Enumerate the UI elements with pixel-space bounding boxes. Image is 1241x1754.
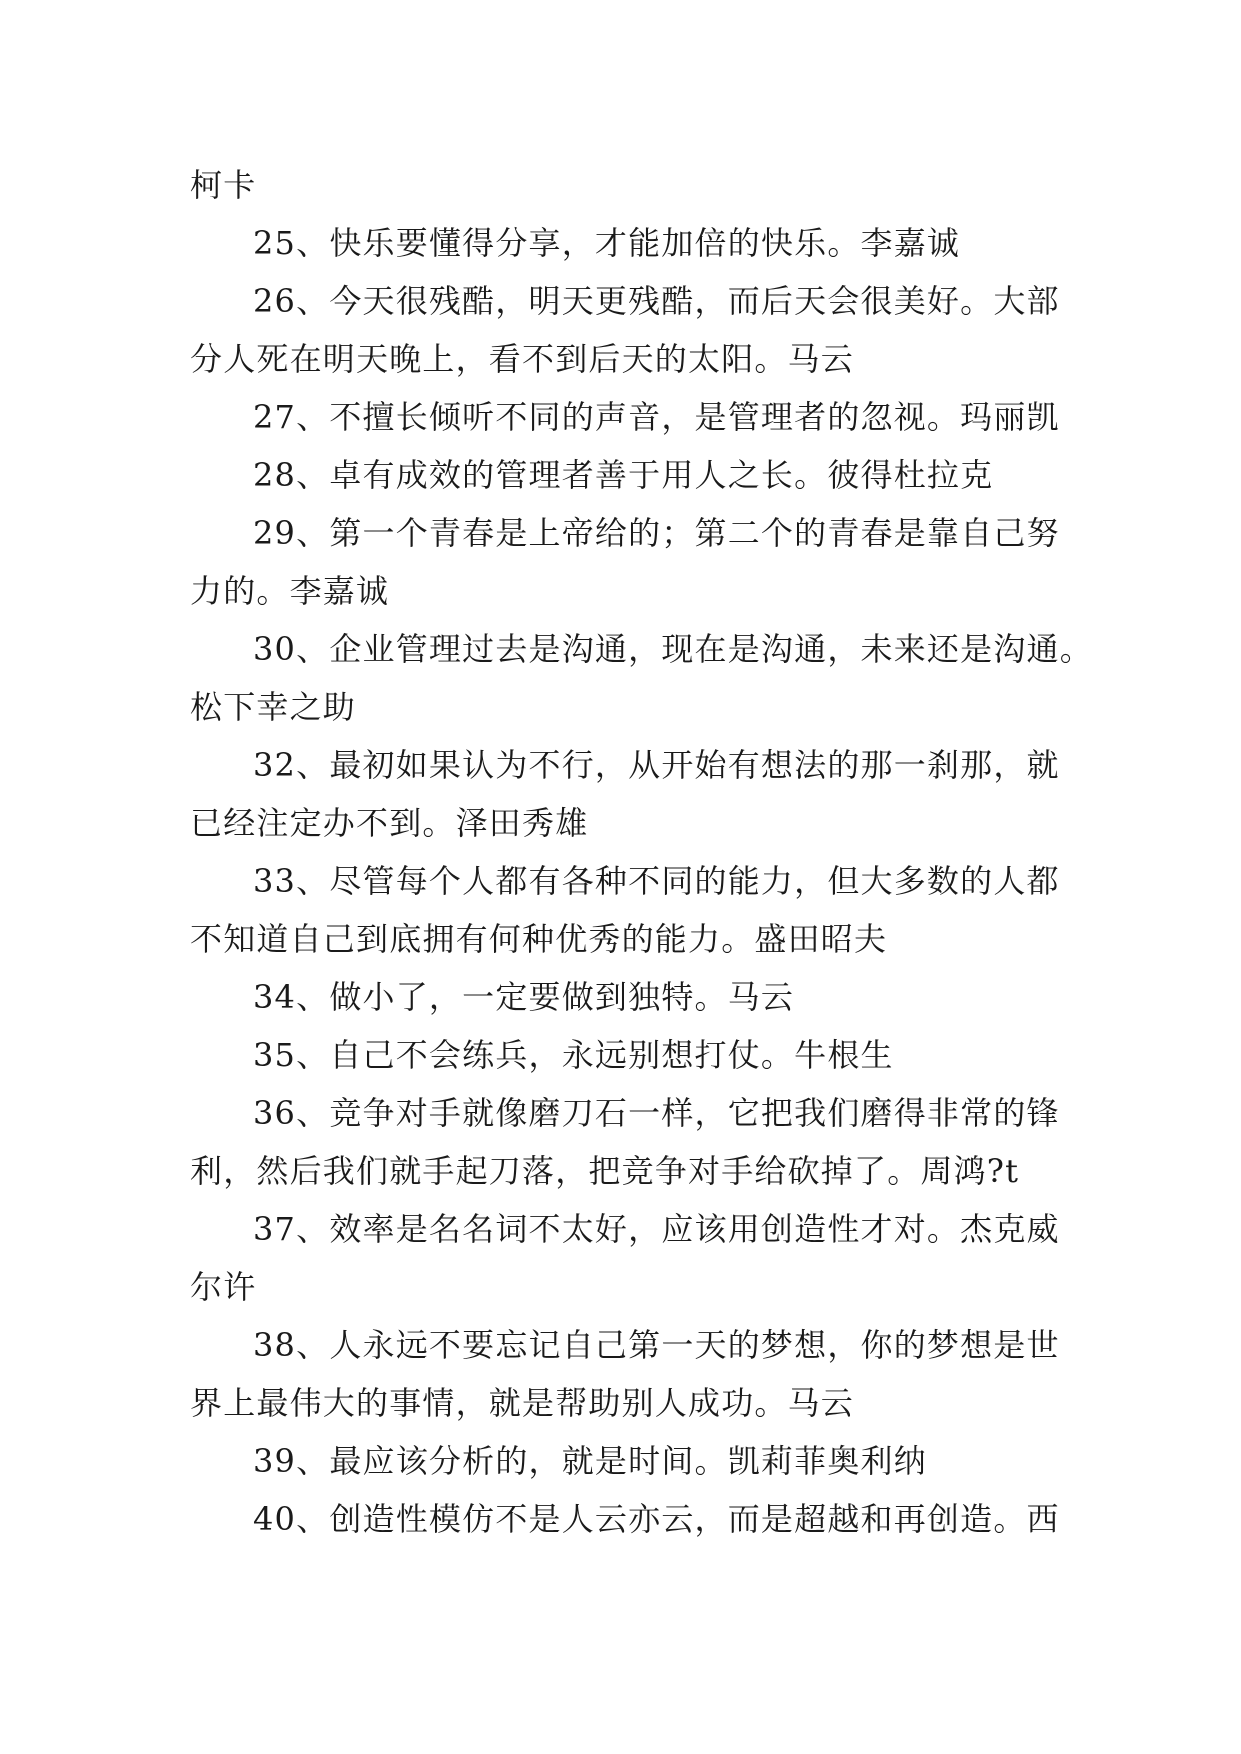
text-line: 柯卡 bbox=[190, 166, 257, 204]
quote-text-block bbox=[190, 156, 1093, 1548]
quote-continuation-line: 界上最伟大的事情，就是帮助别人成功。马云 bbox=[190, 1384, 855, 1422]
quote-line: 25、快乐要懂得分享，才能加倍的快乐。李嘉诚 bbox=[253, 224, 961, 262]
quote-continuation-line: 分人死在明天晚上，看不到后天的太阳。马云 bbox=[190, 340, 855, 378]
quote-line: 39、最应该分析的，就是时间。凯莉菲奥利纳 bbox=[253, 1442, 927, 1480]
quote-line: 30、企业管理过去是沟通，现在是沟通，未来还是沟通。 bbox=[253, 630, 1093, 668]
quote-line: 26、今天很残酷，明天更残酷，而后天会很美好。大部 bbox=[253, 282, 1060, 320]
quote-line: 28、卓有成效的管理者善于用人之长。彼得杜拉克 bbox=[253, 456, 994, 494]
quote-line: 38、人永远不要忘记自己第一天的梦想，你的梦想是世 bbox=[253, 1326, 1060, 1364]
quote-continuation-line: 利，然后我们就手起刀落，把竞争对手给砍掉了。周鸿?t bbox=[190, 1152, 1020, 1190]
quote-line: 37、效率是名名词不太好，应该用创造性才对。杰克威 bbox=[253, 1210, 1060, 1248]
quote-continuation-line: 已经注定办不到。泽田秀雄 bbox=[190, 804, 589, 842]
quote-line: 33、尽管每个人都有各种不同的能力，但大多数的人都 bbox=[253, 862, 1060, 900]
quote-line: 36、竞争对手就像磨刀石一样，它把我们磨得非常的锋 bbox=[253, 1094, 1060, 1132]
quote-line: 34、做小了，一定要做到独特。马云 bbox=[253, 978, 795, 1016]
quote-continuation-line: 力的。李嘉诚 bbox=[190, 572, 390, 610]
quote-line: 35、自己不会练兵，永远别想打仗。牛根生 bbox=[253, 1036, 894, 1074]
quote-continuation-line: 尔许 bbox=[190, 1268, 257, 1306]
quote-line: 29、第一个青春是上帝给的；第二个的青春是靠自己努 bbox=[253, 514, 1060, 552]
quote-line: 40、创造性模仿不是人云亦云，而是超越和再创造。西 bbox=[253, 1500, 1060, 1538]
quote-continuation-line: 松下幸之助 bbox=[190, 688, 357, 726]
quote-continuation-line: 不知道自己到底拥有何种优秀的能力。盛田昭夫 bbox=[190, 920, 888, 958]
quote-line: 32、最初如果认为不行，从开始有想法的那一刹那，就 bbox=[253, 746, 1060, 784]
quote-line: 27、不擅长倾听不同的声音，是管理者的忽视。玛丽凯 bbox=[253, 398, 1060, 436]
